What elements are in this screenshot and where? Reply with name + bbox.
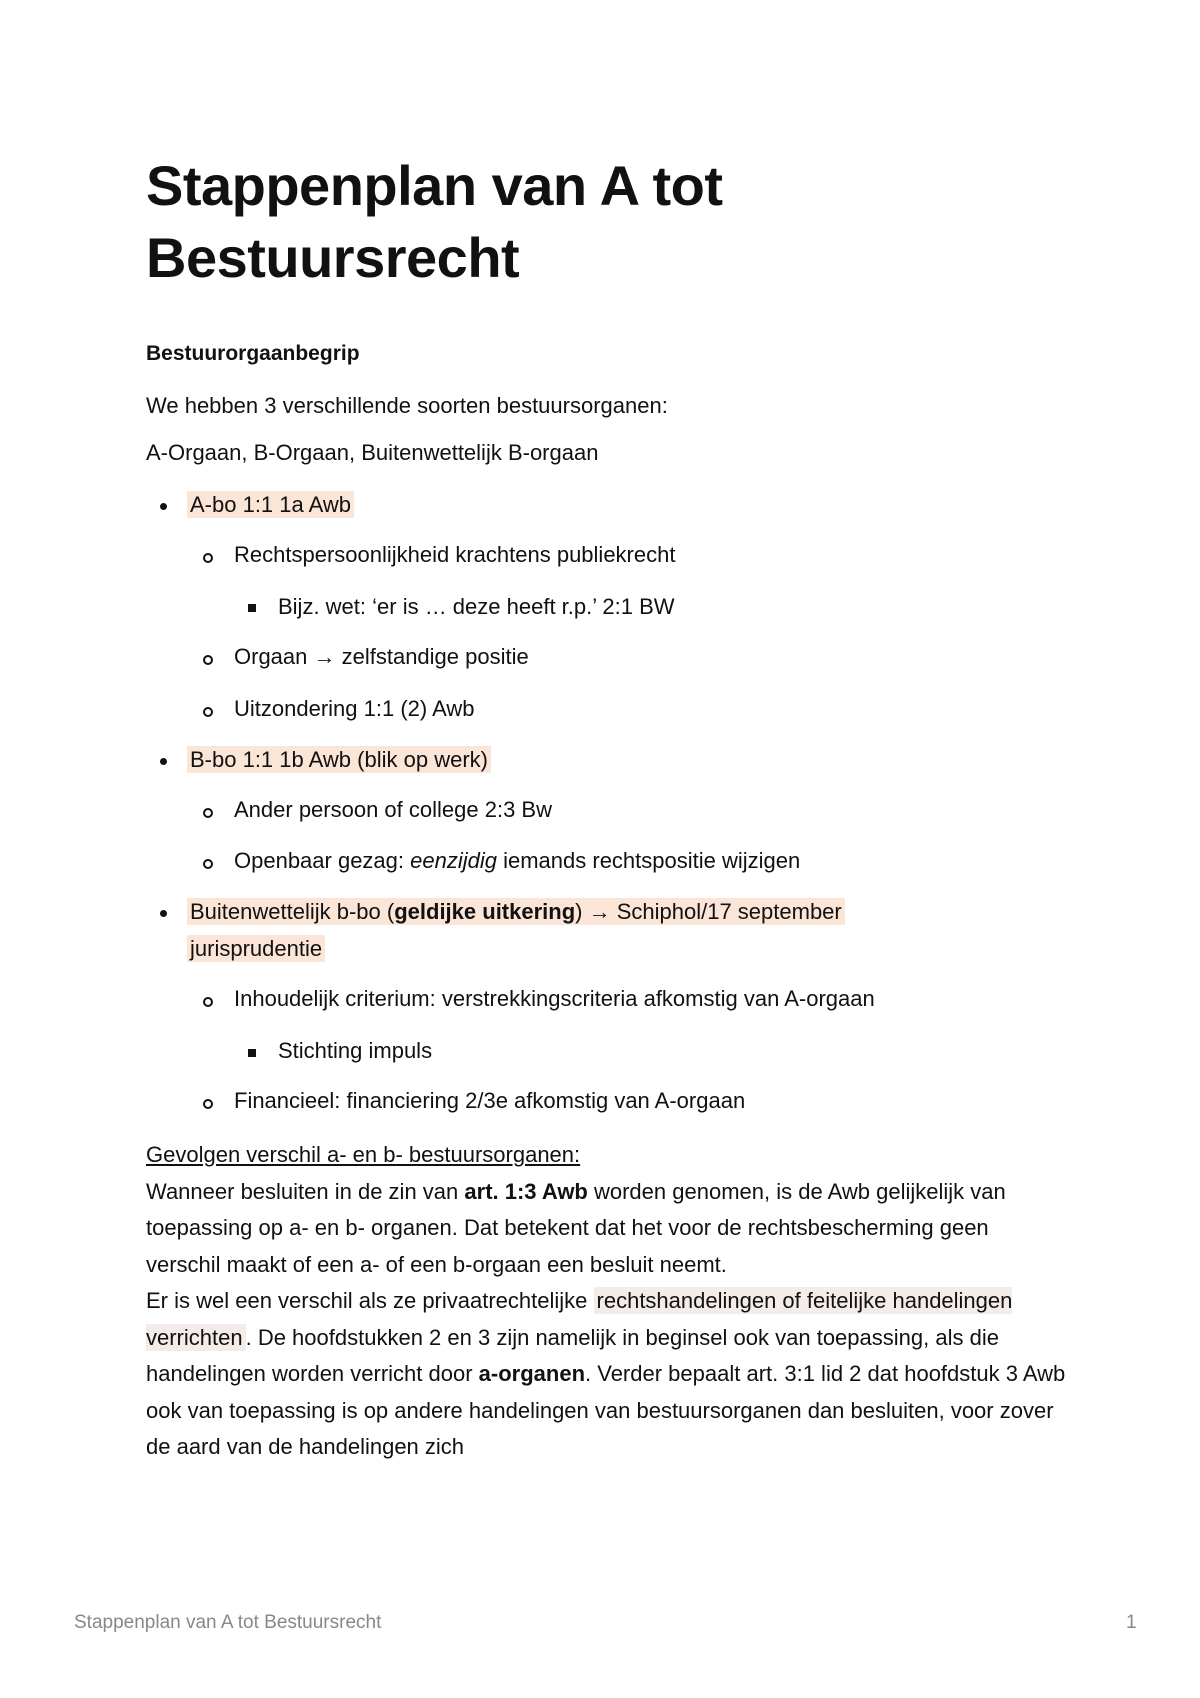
square-bullet-icon bbox=[248, 604, 256, 612]
section-heading: Bestuurorgaanbegrip bbox=[146, 342, 360, 365]
circle-bullet-icon bbox=[203, 997, 213, 1007]
list-item-buitenwettelijk-line2: jurisprudentie bbox=[190, 931, 325, 967]
list-item-a-bo-sub1: Rechtspersoonlijkheid krachtens publiekrecht bbox=[234, 542, 676, 567]
gevolgen-heading: Gevolgen verschil a- en b- bestuursorganen: bbox=[146, 1142, 581, 1167]
intro-types: A-Orgaan, B-Orgaan, Buitenwettelijk B-orgaan bbox=[146, 440, 599, 465]
intro-text: We hebben 3 verschillende soorten bestuursorganen: bbox=[146, 393, 668, 418]
list-item-b-bo: B-bo 1:1 1b Awb (blik op werk) bbox=[190, 742, 491, 778]
gevolgen-paragraph-1: Wanneer besluiten in de zin van art. 1:3 Awb worden genomen, is de Awb gelijkelijk van toepassing op a- en b- organen. Dat betekent dat het voor de rechtsbescherming geen verschil maakt of een a- of een b-orgaan een besluit neemt. bbox=[146, 1178, 1006, 1277]
list-item-bw-sub1: Inhoudelijk criterium: verstrekkingscriteria afkomstig van A-orgaan bbox=[234, 986, 875, 1011]
circle-bullet-icon bbox=[203, 707, 213, 717]
list-item-b-bo-sub1: Ander persoon of college 2:3 Bw bbox=[234, 797, 552, 822]
list-item-a-bo-sub3: Uitzondering 1:1 (2) Awb bbox=[234, 696, 475, 721]
list-item-a-bo: A-bo 1:1 1a Awb bbox=[190, 487, 354, 523]
list-item-buitenwettelijk: Buitenwettelijk b-bo (geldijke uitkering) → Schiphol/17 september bbox=[190, 894, 845, 930]
list-item-a-bo-sub1a: Bijz. wet: ‘er is … deze heeft r.p.’ 2:1 BW bbox=[278, 594, 675, 619]
footer-title: Stappenplan van A tot Bestuursrecht bbox=[74, 1612, 382, 1633]
square-bullet-icon bbox=[248, 1049, 256, 1057]
bullet-icon bbox=[160, 910, 167, 917]
gevolgen-section bbox=[146, 1137, 1066, 1466]
list-item-bw-sub2: Financieel: financiering 2/3e afkomstig van A-orgaan bbox=[234, 1088, 746, 1113]
circle-bullet-icon bbox=[203, 553, 213, 563]
circle-bullet-icon bbox=[203, 808, 213, 818]
list-item-b-bo-sub2: Openbaar gezag: eenzijdig iemands rechtspositie wijzigen bbox=[234, 848, 801, 873]
document-page bbox=[146, 150, 1066, 1459]
gevolgen-paragraph-2: Er is wel een verschil als ze privaatrechtelijke rechtshandelingen of feitelijke handelingen verrichten . De hoofdstukken 2 en 3 zijn namelijk in beginsel ook van toepassing, als die handelingen worden verricht door a-organen. Verder bepaalt art. 3:1 lid 2 dat hoofdstuk 3 Awb ook van toepassing is op andere handelingen van bestuursorganen dan besluiten, voor zover de aard van de handelingen zich bbox=[146, 1288, 1066, 1459]
bullet-icon bbox=[160, 503, 167, 510]
document-title: Stappenplan van A tot Bestuursrecht bbox=[146, 154, 723, 289]
list-item-bw-sub1a: Stichting impuls bbox=[278, 1038, 433, 1063]
circle-bullet-icon bbox=[203, 859, 213, 869]
list-item-a-bo-sub2: Orgaan → zelfstandige positie bbox=[234, 644, 529, 669]
circle-bullet-icon bbox=[203, 1099, 213, 1109]
bullet-icon bbox=[160, 758, 167, 765]
page-number: 1 bbox=[1126, 1612, 1137, 1633]
circle-bullet-icon bbox=[203, 655, 213, 665]
